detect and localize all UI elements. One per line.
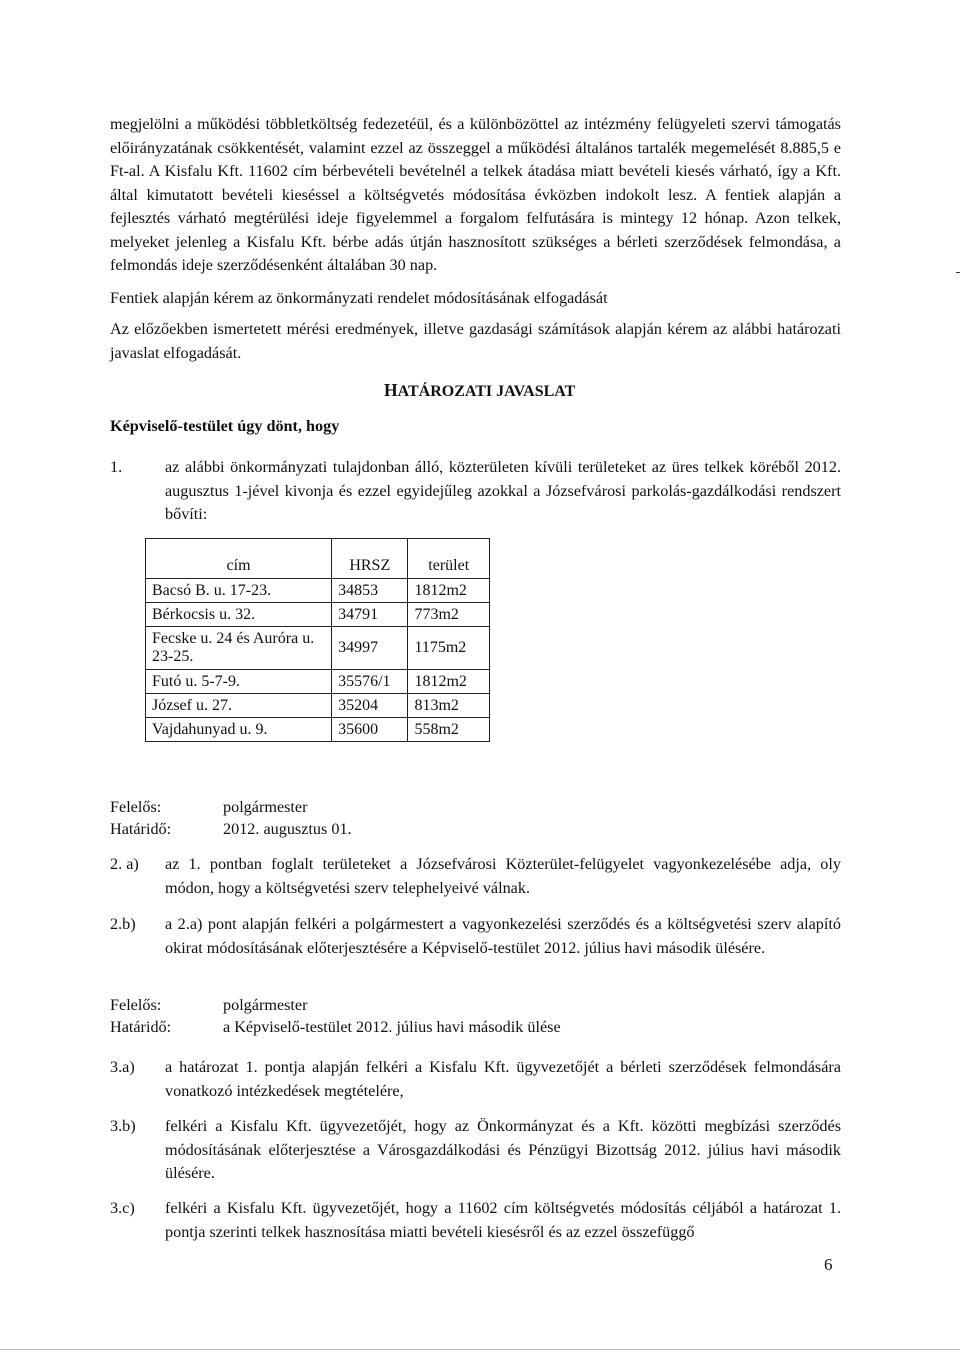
page-number: 6: [824, 1255, 833, 1274]
cell-area: 1175m2: [408, 627, 490, 670]
deadline-value: 2012. augusztus 01.: [223, 820, 352, 838]
item-3b-number: 3.b): [110, 1117, 136, 1135]
cell-address: Fecske u. 24 és Auróra u. 23-25.: [146, 627, 332, 670]
proposal-paragraph: Az előzőekben ismertetett mérési eredmények, illetve gazdasági számítások alapján kérem az alábbi határozati javaslat elfogadását.: [110, 320, 841, 362]
cell-area: 1812m2: [408, 670, 490, 694]
item-3c-text: felkéri a Kisfalu Kft. ügyvezetőjét, hogy a 11602 cím költségvetés módosítás céljából a határozat 1. pontja szerinti telkek hasznosítása miatti bevételi kiesésről és az ezzel összefüggő: [165, 1199, 841, 1241]
request-paragraph: Fentiek alapján kérem az önkormányzati rendelet módosításának elfogadását: [110, 289, 608, 307]
cell-address: Bérkocsis u. 32.: [146, 603, 332, 627]
item-2b-number: 2.b): [110, 915, 136, 933]
cell-hrsz: 35576/1: [332, 670, 408, 694]
deadline-value: a Képviselő-testület 2012. július havi második ülése: [223, 1018, 561, 1036]
responsible-value: polgármester: [223, 996, 308, 1014]
decision-line: Képviselő-testület úgy dönt, hogy: [110, 417, 340, 435]
intro-paragraph: megjelölni a működési többletköltség fedezetéül, és a különbözöttel az intézmény felügyeleti szervi támogatás előirányzatának csökkentését, valamint ezzel az összeggel a működési általános tartalék megemelését 8.885,5 e Ft-al. A Kisfalu Kft. 11602 cím bérbevételi bevételnél a telkek átadása miatt bevételi kiesés várható, így a Kft. által kimutatott bevételi kieséssel a költségvetés módosítása évközben indokolt lesz. A fentiek alapján a fejlesztés várható megtérülési ideje figyelemmel a forgalom felfutására is mintegy 12 hónap. Azon telkek, melyeket jelenleg a Kisfalu Kft. bérbe adás útján hasznosított szükséges a bérleti szerződések felmondása, a felmondás ideje szerződésenként általában 30 nap.: [110, 115, 841, 274]
resolution-heading: HATÁROZATI JAVASLAT: [384, 380, 576, 400]
item-2a-text: az 1. pontban foglalt területeket a Józsefvárosi Közterület-felügyelet vagyonkezelésébe adja, oly módon, hogy a költségvetési szerv telephelyeivé válnak.: [165, 855, 841, 897]
responsible-label: Felelős:: [110, 996, 162, 1014]
item-3b-text: felkéri a Kisfalu Kft. ügyvezetőjét, hogy az Önkormányzat és a Kft. közötti megbízási szerződés módosításának előterjesztése a Városgazdálkodási és Pénzügyi Bizottság 2012. július havi második ülésére.: [165, 1117, 841, 1182]
responsible-label: Felelős:: [110, 798, 162, 816]
cell-area: 1812m2: [408, 579, 490, 603]
table-row: [146, 603, 490, 627]
cell-address: József u. 27.: [146, 694, 332, 718]
scan-edge-mark: [956, 272, 960, 273]
table-row: [146, 670, 490, 694]
cell-hrsz: 34997: [332, 627, 408, 670]
col-header-hrsz: HRSZ: [332, 539, 408, 579]
lots-table: [145, 538, 490, 742]
cell-address: Futó u. 5-7-9.: [146, 670, 332, 694]
item-3c-number: 3.c): [110, 1199, 135, 1217]
table-row: [146, 627, 490, 670]
cell-area: 813m2: [408, 694, 490, 718]
cell-hrsz: 34853: [332, 579, 408, 603]
cell-area: 558m2: [408, 718, 490, 742]
table-header-row: [146, 539, 490, 579]
col-header-area: terület: [408, 539, 490, 579]
cell-hrsz: 35600: [332, 718, 408, 742]
cell-hrsz: 34791: [332, 603, 408, 627]
deadline-label: Határidő:: [110, 820, 172, 838]
item-2a-number: 2. a): [110, 855, 139, 873]
item-3a-text: a határozat 1. pontja alapján felkéri a Kisfalu Kft. ügyvezetőjét a bérleti szerződések felmondására vonatkozó intézkedések megtételére,: [165, 1058, 841, 1100]
item-1-text: az alábbi önkormányzati tulajdonban álló, közterületen kívüli területeket az üres telkek köréből 2012. augusztus 1-jével kivonja és ezzel egyidejűleg azokkal a Józsefvárosi parkolás-gazdálkodási rendszert bővíti:: [165, 458, 841, 523]
item-1-number: 1.: [110, 458, 123, 476]
table-row: [146, 718, 490, 742]
table-row: [146, 694, 490, 718]
table-row: [146, 579, 490, 603]
responsible-value: polgármester: [223, 798, 308, 816]
cell-hrsz: 35204: [332, 694, 408, 718]
col-header-address: cím: [146, 539, 332, 579]
cell-area: 773m2: [408, 603, 490, 627]
scan-bottom-line: [0, 1349, 960, 1350]
cell-address: Bacsó B. u. 17-23.: [146, 579, 332, 603]
item-2b-text: a 2.a) pont alapján felkéri a polgármestert a vagyonkezelési szerződés és a költségvetési szerv alapító okirat módosításának előterjesztésére a Képviselő-testület 2012. július havi második ülésére.: [165, 915, 841, 957]
item-3a-number: 3.a): [110, 1058, 135, 1076]
deadline-label: Határidő:: [110, 1018, 172, 1036]
cell-address: Vajdahunyad u. 9.: [146, 718, 332, 742]
